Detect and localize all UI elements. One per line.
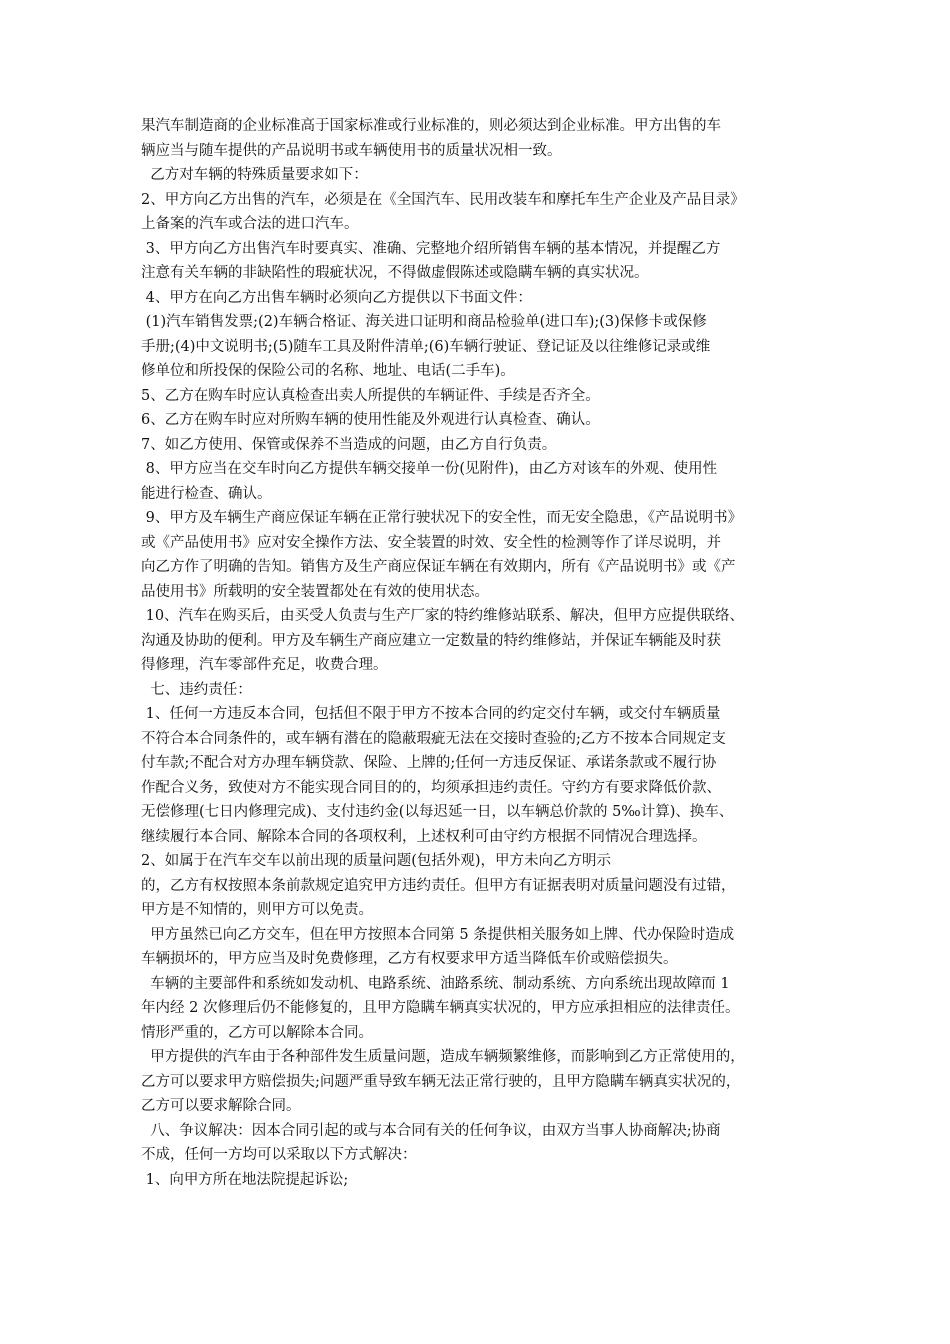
text-line: 上备案的汽车或合法的进口汽车。 [141, 216, 359, 232]
text-line: 修单位和所投保的保险公司的名称、地址、电话(二手车)。 [141, 363, 515, 379]
text-line: 车辆损坏的，甲方应当及时免费修理，乙方有权要求甲方适当降低车价或赔偿损失。 [141, 951, 678, 967]
section-heading: 七、违约责任： [141, 681, 252, 698]
text-line: 或《产品使用书》应对安全操作方法、安全装置的时效、安全性的检测等作了详尽说明，并 [141, 534, 721, 551]
text-line: 辆应当与随车提供的产品说明书或车辆使用书的质量状况相一致。 [141, 142, 562, 159]
text-line: 乙方对车辆的特殊质量要求如下： [141, 167, 368, 183]
text-line: 乙方可以要求甲方赔偿损失;问题严重导致车辆无法正常行驶的，且甲方隐瞒车辆真实状况的， [141, 1073, 741, 1090]
text-line: 作配合义务，致使对方不能实现合同目的的，均须承担违约责任。守约方有要求降低价款、 [141, 779, 721, 796]
text-line: 甲方是不知情的，则甲方可以免责。 [141, 902, 373, 918]
text-line: 向乙方作了明确的告知。销售方及生产商应保证车辆在有效期内，所有《产品说明书》或《产 [141, 559, 736, 575]
text-line: 果汽车制造商的企业标准高于国家标准或行业标准的，则必须达到企业标准。甲方出售的车 [141, 118, 721, 134]
text-line: 手册;(4)中文说明书;(5)随车工具及附件清单;(6)车辆行驶证、登记证及以往维修记录或维 [141, 338, 711, 355]
text-line: 沟通及协助的便利。甲方及车辆生产商应建立一定数量的特约维修站，并保证车辆能及时获 [141, 632, 721, 649]
text-line: 1、任何一方违反本合同，包括但不限于甲方不按本合同的约定交付车辆，或交付车辆质量 [141, 706, 721, 722]
text-line: 无偿修理(七日内修理完成)、支付违约金(以每迟延一日，以车辆总价款的 5‰计算)、换车、 [141, 804, 734, 820]
text-line: 2、如属于在汽车交车以前出现的质量问题(包括外观)，甲方未向乙方明示 [141, 853, 612, 869]
text-line: 6、乙方在购车时应对所购车辆的使用性能及外观进行认真检查、确认。 [141, 412, 600, 428]
text-line: (1)汽车销售发票;(2)车辆合格证、海关进口证明和商品检验单(进口车);(3)保修卡或保修 [141, 314, 707, 330]
document-page [141, 114, 821, 1192]
text-line: 甲方提供的汽车由于各种部件发生质量问题，造成车辆频繁维修，而影响到乙方正常使用的， [141, 1049, 745, 1065]
text-line: 不符合本合同条件的，或车辆有潜在的隐蔽瑕疵无法在交接时查验的;乙方不按本合同规定支 [141, 730, 726, 747]
text-line: 不成，任何一方均可以采取以下方式解决： [141, 1147, 417, 1163]
text-line: 4、甲方在向乙方出售车辆时必须向乙方提供以下书面文件： [141, 289, 532, 306]
text-line: 7、如乙方使用、保管或保养不当造成的问题，由乙方自行负责。 [141, 436, 557, 453]
text-line: 8、甲方应当在交车时向乙方提供车辆交接单一份(见附件)，由乙方对该车的外观、使用性 [141, 461, 718, 477]
text-line: 3、甲方向乙方出售汽车时要真实、准确、完整地介绍所销售车辆的基本情况，并提醒乙方 [141, 240, 721, 257]
text-line: 得修理，汽车零部件充足，收费合理。 [141, 657, 388, 673]
text-line: 2、甲方向乙方出售的汽车，必须是在《全国汽车、民用改装车和摩托车生产企业及产品目录》 [141, 191, 745, 208]
text-line: 9、甲方及车辆生产商应保证车辆在正常行驶状况下的安全性，而无安全隐患，《产品说明书》 [141, 510, 743, 526]
text-line: 车辆的主要部件和系统如发动机、电路系统、油路系统、制动系统、方向系统出现故障而 1 [141, 975, 730, 992]
text-line: 的，乙方有权按照本条前款规定追究甲方违约责任。但甲方有证据表明对质量问题没有过错， [141, 877, 736, 894]
text-line: 继续履行本合同、解除本合同的各项权利，上述权利可由守约方根据不同情况合理选择。 [141, 828, 707, 845]
text-line: 注意有关车辆的非缺陷性的瑕疵状况，不得做虚假陈述或隐瞒车辆的真实状况。 [141, 265, 649, 281]
text-line: 品使用书》所载明的安全装置都处在有效的使用状态。 [141, 583, 489, 600]
text-line: 乙方可以要求解除合同。 [141, 1098, 301, 1114]
text-line: 年内经 2 次修理后仍不能修复的，且甲方隐瞒车辆真实状况的，甲方应承担相应的法律责任。 [141, 1000, 740, 1016]
text-line: 10、汽车在购买后，由买受人负责与生产厂家的特约维修站联系、解决，但甲方应提供联络、 [141, 608, 745, 624]
text-line: 能进行检查、确认。 [141, 485, 272, 502]
text-line: 甲方虽然已向乙方交车，但在甲方按照本合同第 5 条提供相关服务如上牌、代办保险时造成 [141, 926, 735, 943]
section-heading: 八、争议解决：因本合同引起的或与本合同有关的任何争议，由双方当事人协商解决;协商 [141, 1122, 721, 1139]
text-line: 情形严重的，乙方可以解除本合同。 [141, 1024, 373, 1041]
text-line: 5、乙方在购车时应认真检查出卖人所提供的车辆证件、手续是否齐全。 [141, 387, 600, 404]
text-line: 1、向甲方所在地法院提起诉讼; [141, 1171, 349, 1188]
text-line: 付车款;不配合对方办理车辆贷款、保险、上牌的;任何一方违反保证、承诺条款或不履行协 [141, 755, 717, 771]
